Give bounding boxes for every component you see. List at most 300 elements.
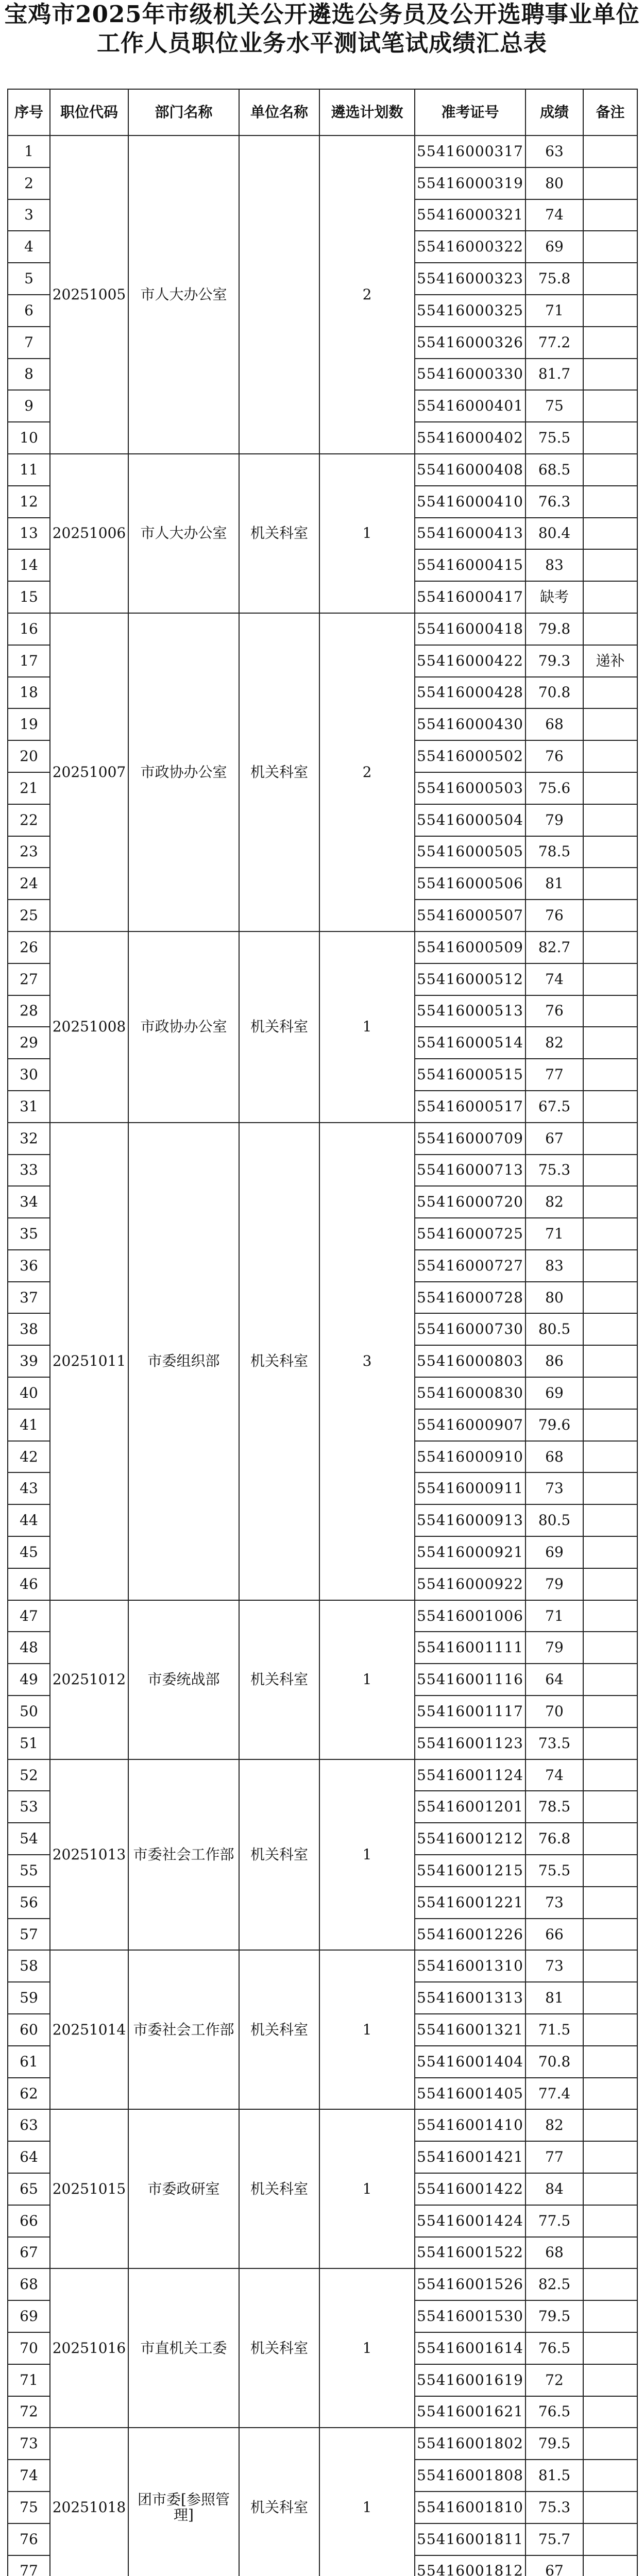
score-cell: 84 [526,2173,583,2205]
score-cell: 77.5 [526,2205,583,2237]
seq-cell: 31 [8,1091,50,1123]
note-cell [583,327,637,359]
position-code-cell: 20251008 [50,931,128,1123]
seq-cell: 54 [8,1823,50,1855]
exam-number-cell: 55416001117 [415,1696,526,1727]
note-cell [583,1282,637,1314]
score-cell: 71 [526,1600,583,1632]
seq-cell: 69 [8,2300,50,2332]
note-cell [583,708,637,740]
score-cell: 81.7 [526,359,583,391]
score-cell: 75.7 [526,2523,583,2555]
seq-cell: 1 [8,135,50,167]
exam-number-cell: 55416001526 [415,2268,526,2300]
header-code: 职位代码 [50,89,128,135]
score-cell: 77 [526,1059,583,1091]
seq-cell: 75 [8,2492,50,2523]
plan-count-cell: 1 [319,454,415,613]
seq-cell: 46 [8,1568,50,1600]
score-cell: 86 [526,1345,583,1377]
note-cell [583,1696,637,1727]
note-cell [583,772,637,804]
note-cell [583,1568,637,1600]
exam-number-cell: 55416000509 [415,931,526,963]
exam-number-cell: 55416000907 [415,1409,526,1441]
exam-number-cell: 55416001124 [415,1759,526,1791]
score-cell: 63 [526,135,583,167]
score-cell: 69 [526,1377,583,1409]
note-cell [583,454,637,486]
seq-cell: 38 [8,1313,50,1345]
note-cell [583,2109,637,2141]
seq-cell: 16 [8,613,50,645]
unit-cell: 机关科室 [239,1950,319,2109]
note-cell [583,1919,637,1951]
note-cell [583,1791,637,1823]
exam-number-cell: 55416000319 [415,167,526,199]
header-note: 备注 [583,89,637,135]
seq-cell: 35 [8,1218,50,1250]
exam-number-cell: 55416001221 [415,1887,526,1919]
exam-number-cell: 55416000505 [415,836,526,868]
exam-number-cell: 55416000720 [415,1186,526,1218]
note-cell [583,359,637,391]
exam-number-cell: 55416000326 [415,327,526,359]
score-cell: 79.3 [526,645,583,677]
table-body [8,135,637,2576]
exam-number-cell: 55416000413 [415,518,526,550]
note-cell [583,1155,637,1187]
note-cell [583,1536,637,1568]
seq-cell: 73 [8,2428,50,2460]
exam-number-cell: 55416001006 [415,1600,526,1632]
score-cell: 67.5 [526,1091,583,1123]
seq-cell: 11 [8,454,50,486]
note-cell [583,549,637,581]
note-cell [583,2460,637,2492]
note-cell [583,2300,637,2332]
note-cell [583,2332,637,2364]
exam-number-cell: 55416001522 [415,2237,526,2269]
seq-cell: 28 [8,995,50,1027]
score-cell: 68 [526,2237,583,2269]
score-cell: 67 [526,2555,583,2576]
exam-number-cell: 55416000730 [415,1313,526,1345]
unit-cell: 机关科室 [239,2428,319,2576]
seq-cell: 65 [8,2173,50,2205]
note-cell [583,1250,637,1282]
score-cell: 81.5 [526,2460,583,2492]
seq-cell: 5 [8,263,50,295]
seq-cell: 53 [8,1791,50,1823]
position-code-cell: 20251015 [50,2109,128,2268]
seq-cell: 51 [8,1727,50,1759]
seq-cell: 17 [8,645,50,677]
exam-number-cell: 55416001116 [415,1664,526,1696]
position-code-cell: 20251007 [50,613,128,931]
score-cell: 69 [526,1536,583,1568]
exam-number-cell: 55416001201 [415,1791,526,1823]
plan-count-cell: 1 [319,1600,415,1759]
department-cell: 市委政研室 [128,2109,239,2268]
seq-cell: 71 [8,2364,50,2396]
seq-cell: 50 [8,1696,50,1727]
exam-number-cell: 55416001614 [415,2332,526,2364]
unit-cell: 机关科室 [239,2268,319,2428]
unit-cell: 机关科室 [239,1123,319,1600]
seq-cell: 68 [8,2268,50,2300]
seq-cell: 20 [8,740,50,772]
seq-cell: 72 [8,2396,50,2428]
exam-number-cell: 55416000517 [415,1091,526,1123]
seq-cell: 52 [8,1759,50,1791]
score-cell: 77 [526,2141,583,2173]
exam-number-cell: 55416000803 [415,1345,526,1377]
seq-cell: 21 [8,772,50,804]
score-cell: 73 [526,1472,583,1504]
exam-number-cell: 55416000323 [415,263,526,295]
seq-cell: 4 [8,231,50,263]
exam-number-cell: 55416000503 [415,772,526,804]
position-code-cell: 20251012 [50,1600,128,1759]
score-cell: 79 [526,804,583,836]
exam-number-cell: 55416000713 [415,1155,526,1187]
note-cell [583,931,637,963]
exam-number-cell: 55416001410 [415,2109,526,2141]
seq-cell: 6 [8,295,50,327]
score-cell: 67 [526,1123,583,1155]
score-cell: 76 [526,995,583,1027]
seq-cell: 58 [8,1950,50,1982]
seq-cell: 40 [8,1377,50,1409]
exam-number-cell: 55416001619 [415,2364,526,2396]
seq-cell: 59 [8,1982,50,2014]
note-cell [583,836,637,868]
score-cell: 75.5 [526,422,583,454]
seq-cell: 42 [8,1441,50,1473]
note-cell [583,740,637,772]
exam-number-cell: 55416000506 [415,868,526,900]
note-cell [583,1982,637,2014]
note-cell [583,2078,637,2110]
header-seq: 序号 [8,89,50,135]
exam-number-cell: 55416000502 [415,740,526,772]
score-cell: 66 [526,1919,583,1951]
note-cell [583,1504,637,1536]
note-cell [583,2428,637,2460]
unit-cell: 机关科室 [239,2109,319,2268]
seq-cell: 47 [8,1600,50,1632]
exam-number-cell: 55416001422 [415,2173,526,2205]
exam-number-cell: 55416000911 [415,1472,526,1504]
exam-number-cell: 55416000921 [415,1536,526,1568]
note-cell [583,486,637,518]
table-row [8,135,637,167]
exam-number-cell: 55416000325 [415,295,526,327]
exam-number-cell: 55416000512 [415,963,526,995]
score-cell: 75.6 [526,772,583,804]
seq-cell: 70 [8,2332,50,2364]
score-cell: 82 [526,2109,583,2141]
exam-number-cell: 55416001421 [415,2141,526,2173]
exam-number-cell: 55416000330 [415,359,526,391]
table-row [8,613,637,645]
score-cell: 79.5 [526,2428,583,2460]
score-cell: 82.7 [526,931,583,963]
exam-number-cell: 55416001811 [415,2523,526,2555]
score-cell: 74 [526,1759,583,1791]
score-cell: 75.3 [526,2492,583,2523]
exam-number-cell: 55416000507 [415,900,526,931]
exam-number-cell: 55416000321 [415,199,526,231]
exam-number-cell: 55416000430 [415,708,526,740]
seq-cell: 61 [8,2046,50,2078]
unit-cell: 机关科室 [239,931,319,1123]
score-cell: 71 [526,1218,583,1250]
score-cell: 74 [526,963,583,995]
exam-number-cell: 55416000408 [415,454,526,486]
score-cell: 73.5 [526,1727,583,1759]
note-cell: 递补 [583,645,637,677]
note-cell [583,1472,637,1504]
note-cell [583,167,637,199]
seq-cell: 57 [8,1919,50,1951]
score-cell: 64 [526,1664,583,1696]
score-cell: 68 [526,708,583,740]
score-cell: 76 [526,900,583,931]
seq-cell: 13 [8,518,50,550]
table-row [8,2428,637,2460]
note-cell [583,1600,637,1632]
seq-cell: 15 [8,581,50,613]
score-cell: 70 [526,1696,583,1727]
plan-count-cell: 1 [319,1759,415,1951]
note-cell [583,135,637,167]
note-cell [583,295,637,327]
exam-number-cell: 55416000913 [415,1504,526,1536]
exam-number-cell: 55416000504 [415,804,526,836]
seq-cell: 63 [8,2109,50,2141]
seq-cell: 44 [8,1504,50,1536]
seq-cell: 74 [8,2460,50,2492]
plan-count-cell: 1 [319,2268,415,2428]
note-cell [583,2492,637,2523]
exam-number-cell: 55416001215 [415,1855,526,1887]
seq-cell: 3 [8,199,50,231]
exam-number-cell: 55416000922 [415,1568,526,1600]
header-score: 成绩 [526,89,583,135]
department-cell: 市政协办公室 [128,613,239,931]
seq-cell: 66 [8,2205,50,2237]
seq-cell: 14 [8,549,50,581]
exam-number-cell: 55416001621 [415,2396,526,2428]
exam-number-cell: 55416001404 [415,2046,526,2078]
table-row [8,2109,637,2141]
position-code-cell: 20251006 [50,454,128,613]
exam-number-cell: 55416001530 [415,2300,526,2332]
note-cell [583,1664,637,1696]
score-cell: 75.5 [526,1855,583,1887]
note-cell [583,2141,637,2173]
exam-number-cell: 55416001313 [415,1982,526,2014]
department-cell: 市政协办公室 [128,931,239,1123]
note-cell [583,995,637,1027]
score-cell: 71 [526,295,583,327]
exam-number-cell: 55416000830 [415,1377,526,1409]
score-cell: 81 [526,1982,583,2014]
note-cell [583,2237,637,2269]
unit-cell [239,135,319,454]
score-cell: 82.5 [526,2268,583,2300]
plan-count-cell: 2 [319,613,415,931]
exam-number-cell: 55416000709 [415,1123,526,1155]
exam-number-cell: 55416000515 [415,1059,526,1091]
plan-count-cell: 2 [319,135,415,454]
seq-cell: 23 [8,836,50,868]
score-cell: 70.8 [526,2046,583,2078]
note-cell [583,2523,637,2555]
unit-cell: 机关科室 [239,454,319,613]
table-row [8,1123,637,1155]
exam-number-cell: 55416001810 [415,2492,526,2523]
exam-number-cell: 55416001310 [415,1950,526,1982]
score-cell: 83 [526,1250,583,1282]
seq-cell: 7 [8,327,50,359]
seq-cell: 41 [8,1409,50,1441]
note-cell [583,231,637,263]
department-cell: 市委统战部 [128,1600,239,1759]
table-row [8,1759,637,1791]
exam-number-cell: 55416000401 [415,390,526,422]
position-code-cell: 20251014 [50,1950,128,2109]
note-cell [583,2268,637,2300]
note-cell [583,1377,637,1409]
table-row [8,2268,637,2300]
seq-cell: 76 [8,2523,50,2555]
department-cell: 团市委[参照管理] [128,2428,239,2576]
note-cell [583,1345,637,1377]
note-cell [583,1409,637,1441]
note-cell [583,804,637,836]
seq-cell: 18 [8,677,50,709]
note-cell [583,1441,637,1473]
department-cell: 市直机关工委 [128,2268,239,2428]
note-cell [583,1727,637,1759]
plan-count-cell: 1 [319,1950,415,2109]
seq-cell: 27 [8,963,50,995]
score-cell: 75 [526,390,583,422]
note-cell [583,2364,637,2396]
note-cell [583,2555,637,2576]
exam-number-cell: 55416001424 [415,2205,526,2237]
note-cell [583,199,637,231]
plan-count-cell: 1 [319,2428,415,2576]
score-cell: 78.5 [526,836,583,868]
seq-cell: 9 [8,390,50,422]
seq-cell: 62 [8,2078,50,2110]
score-cell: 68.5 [526,454,583,486]
exam-number-cell: 55416001123 [415,1727,526,1759]
exam-number-cell: 55416000422 [415,645,526,677]
note-cell [583,518,637,550]
exam-number-cell: 55416000417 [415,581,526,613]
seq-cell: 43 [8,1472,50,1504]
score-cell: 79 [526,1632,583,1664]
table-row [8,1950,637,1982]
exam-number-cell: 55416001405 [415,2078,526,2110]
exam-number-cell: 55416000725 [415,1218,526,1250]
seq-cell: 22 [8,804,50,836]
exam-number-cell: 55416000513 [415,995,526,1027]
score-cell: 76.8 [526,1823,583,1855]
score-cell: 69 [526,231,583,263]
exam-number-cell: 55416001212 [415,1823,526,1855]
seq-cell: 26 [8,931,50,963]
title-line-1: 宝鸡市2025年市级机关公开遴选公务员及公开选聘事业单位 [4,1,640,28]
seq-cell: 12 [8,486,50,518]
note-cell [583,677,637,709]
seq-cell: 29 [8,1027,50,1059]
unit-cell: 机关科室 [239,1600,319,1759]
score-cell: 76.5 [526,2332,583,2364]
exam-number-cell: 55416001321 [415,2014,526,2046]
score-cell: 80.5 [526,1313,583,1345]
seq-cell: 19 [8,708,50,740]
exam-number-cell: 55416000322 [415,231,526,263]
note-cell [583,1759,637,1791]
seq-cell: 60 [8,2014,50,2046]
score-cell: 81 [526,868,583,900]
position-code-cell: 20251013 [50,1759,128,1951]
department-cell: 市人大办公室 [128,454,239,613]
note-cell [583,2046,637,2078]
score-cell: 78.5 [526,1791,583,1823]
note-cell [583,1632,637,1664]
note-cell [583,1218,637,1250]
score-cell: 79.5 [526,2300,583,2332]
exam-number-cell: 55416000418 [415,613,526,645]
note-cell [583,2396,637,2428]
note-cell [583,868,637,900]
seq-cell: 30 [8,1059,50,1091]
score-cell: 80 [526,1282,583,1314]
exam-number-cell: 55416001802 [415,2428,526,2460]
note-cell [583,1186,637,1218]
note-cell [583,1950,637,1982]
seq-cell: 77 [8,2555,50,2576]
seq-cell: 64 [8,2141,50,2173]
unit-cell: 机关科室 [239,1759,319,1951]
score-cell: 80.4 [526,518,583,550]
score-cell: 74 [526,199,583,231]
document-title [0,0,644,89]
position-code-cell: 20251005 [50,135,128,454]
seq-cell: 32 [8,1123,50,1155]
header-cert: 准考证号 [415,89,526,135]
score-cell: 83 [526,549,583,581]
note-cell [583,263,637,295]
seq-cell: 49 [8,1664,50,1696]
score-cell: 71.5 [526,2014,583,2046]
seq-cell: 55 [8,1855,50,1887]
header-row [8,89,637,135]
exam-number-cell: 55416001812 [415,2555,526,2576]
note-cell [583,2014,637,2046]
seq-cell: 45 [8,1536,50,1568]
note-cell [583,2205,637,2237]
note-cell [583,2173,637,2205]
score-cell: 73 [526,1950,583,1982]
